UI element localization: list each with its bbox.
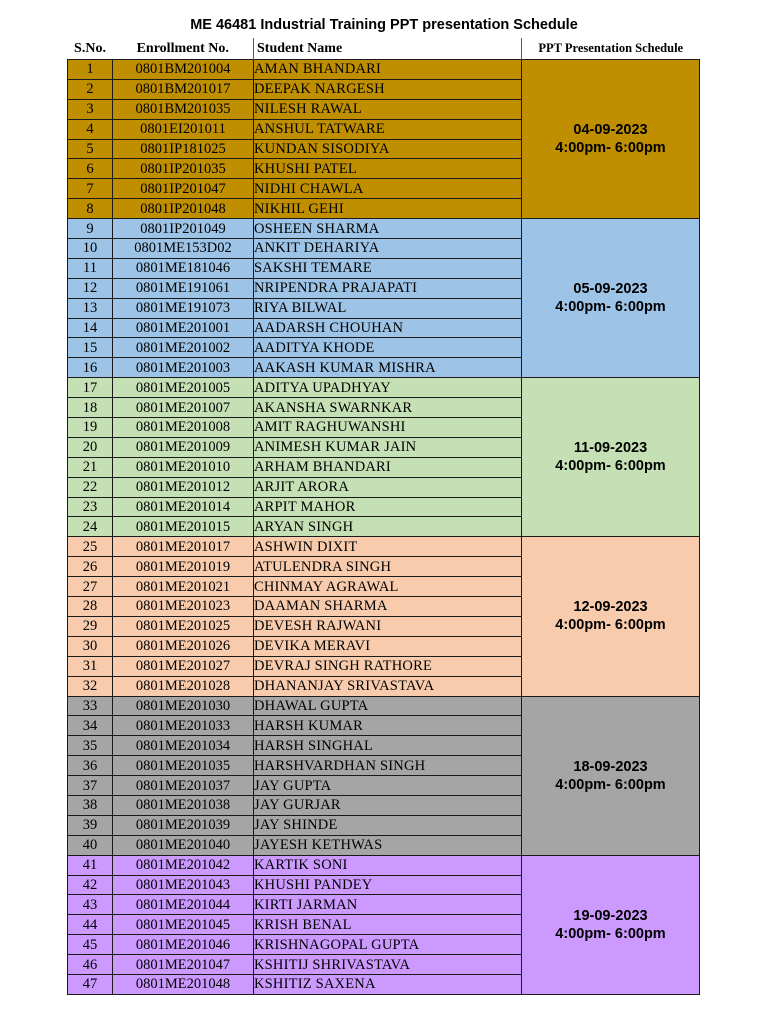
- schedule-date: 11-09-2023: [573, 440, 648, 457]
- student-name-cell: KHUSHI PATEL: [254, 159, 522, 179]
- enrollment-cell: 0801ME201009: [113, 437, 254, 457]
- schedule-time: 4:00pm- 6:00pm: [555, 925, 666, 942]
- header-enrollment: Enrollment No.: [136, 40, 229, 56]
- student-name-cell: RIYA BILWAL: [254, 298, 522, 318]
- serial-number-cell: 42: [68, 875, 113, 895]
- schedule-table: [67, 38, 700, 995]
- enrollment-cell: 0801ME201021: [113, 577, 254, 597]
- enrollment-cell: 0801ME181046: [113, 258, 254, 278]
- schedule-time: 4:00pm- 6:00pm: [555, 776, 666, 793]
- student-name-cell: DHANANJAY SRIVASTAVA: [254, 676, 522, 696]
- student-name-cell: DEVESH RAJWANI: [254, 616, 522, 636]
- serial-number-cell: 9: [68, 219, 113, 239]
- student-name-cell: AKANSHA SWARNKAR: [254, 398, 522, 418]
- student-name-cell: AADITYA KHODE: [254, 338, 522, 358]
- enrollment-cell: 0801ME201028: [113, 676, 254, 696]
- schedule-time: 4:00pm- 6:00pm: [555, 617, 666, 634]
- student-name-cell: HARSH SINGHAL: [254, 736, 522, 756]
- student-name-cell: HARSHVARDHAN SINGH: [254, 756, 522, 776]
- serial-number-cell: 12: [68, 278, 113, 298]
- serial-number-cell: 2: [68, 79, 113, 99]
- enrollment-cell: 0801ME201043: [113, 875, 254, 895]
- serial-number-cell: 5: [68, 139, 113, 159]
- enrollment-cell: 0801ME201002: [113, 338, 254, 358]
- serial-number-cell: 25: [68, 537, 113, 557]
- serial-number-cell: 23: [68, 497, 113, 517]
- enrollment-cell: 0801ME201042: [113, 855, 254, 875]
- enrollment-cell: 0801ME191073: [113, 298, 254, 318]
- serial-number-cell: 45: [68, 935, 113, 955]
- serial-number-cell: 22: [68, 477, 113, 497]
- student-name-cell: DEVRAJ SINGH RATHORE: [254, 656, 522, 676]
- schedule-time: 4:00pm- 6:00pm: [555, 458, 666, 475]
- serial-number-cell: 30: [68, 636, 113, 656]
- serial-number-cell: 37: [68, 776, 113, 796]
- serial-number-cell: 11: [68, 258, 113, 278]
- serial-number-cell: 17: [68, 378, 113, 398]
- enrollment-cell: 0801ME201047: [113, 955, 254, 975]
- serial-number-cell: 35: [68, 736, 113, 756]
- enrollment-cell: 0801BM201017: [113, 79, 254, 99]
- table-row: [68, 60, 700, 80]
- schedule-date: 18-09-2023: [573, 758, 648, 775]
- student-name-cell: ARHAM BHANDARI: [254, 457, 522, 477]
- serial-number-cell: 18: [68, 398, 113, 418]
- serial-number-cell: 44: [68, 915, 113, 935]
- student-name-cell: DHAWAL GUPTA: [254, 696, 522, 716]
- student-name-cell: OSHEEN SHARMA: [254, 219, 522, 239]
- enrollment-cell: 0801ME201033: [113, 716, 254, 736]
- serial-number-cell: 31: [68, 656, 113, 676]
- schedule-slot-cell: [522, 378, 700, 537]
- schedule-slot-cell: [522, 537, 700, 696]
- serial-number-cell: 32: [68, 676, 113, 696]
- enrollment-cell: 0801ME201007: [113, 398, 254, 418]
- serial-number-cell: 27: [68, 577, 113, 597]
- table-row: [68, 537, 700, 557]
- enrollment-cell: 0801ME201008: [113, 418, 254, 438]
- header-ppt-schedule: PPT Presentation Schedule: [522, 38, 700, 60]
- enrollment-cell: 0801ME201034: [113, 736, 254, 756]
- student-name-cell: JAY GURJAR: [254, 795, 522, 815]
- student-name-cell: ANSHUL TATWARE: [254, 119, 522, 139]
- student-name-cell: JAY GUPTA: [254, 776, 522, 796]
- student-name-cell: NIDHI CHAWLA: [254, 179, 522, 199]
- student-name-cell: ARPIT MAHOR: [254, 497, 522, 517]
- enrollment-cell: 0801ME153D02: [113, 239, 254, 259]
- enrollment-cell: 0801ME201045: [113, 915, 254, 935]
- enrollment-cell: 0801ME201003: [113, 358, 254, 378]
- serial-number-cell: 4: [68, 119, 113, 139]
- student-name-cell: AMAN BHANDARI: [254, 60, 522, 80]
- student-name-cell: ATULENDRA SINGH: [254, 557, 522, 577]
- enrollment-cell: 0801IP201048: [113, 199, 254, 219]
- schedule-time: 4:00pm- 6:00pm: [555, 140, 666, 157]
- enrollment-cell: 0801IP181025: [113, 139, 254, 159]
- serial-number-cell: 34: [68, 716, 113, 736]
- serial-number-cell: 38: [68, 795, 113, 815]
- serial-number-cell: 10: [68, 239, 113, 259]
- serial-number-cell: 41: [68, 855, 113, 875]
- student-name-cell: AAKASH KUMAR MISHRA: [254, 358, 522, 378]
- student-name-cell: NIKHIL GEHI: [254, 199, 522, 219]
- student-name-cell: KSHITIZ SAXENA: [254, 974, 522, 994]
- serial-number-cell: 24: [68, 517, 113, 537]
- table-row: [68, 696, 700, 716]
- student-name-cell: NILESH RAWAL: [254, 99, 522, 119]
- serial-number-cell: 20: [68, 437, 113, 457]
- student-name-cell: KIRTI JARMAN: [254, 895, 522, 915]
- student-name-cell: DAAMAN SHARMA: [254, 597, 522, 617]
- enrollment-cell: 0801ME201026: [113, 636, 254, 656]
- enrollment-cell: 0801ME191061: [113, 278, 254, 298]
- student-name-cell: DEVIKA MERAVI: [254, 636, 522, 656]
- enrollment-cell: 0801ME201023: [113, 597, 254, 617]
- student-name-cell: KUNDAN SISODIYA: [254, 139, 522, 159]
- enrollment-cell: 0801BM201004: [113, 60, 254, 80]
- enrollment-cell: 0801ME201010: [113, 457, 254, 477]
- enrollment-cell: 0801ME201039: [113, 815, 254, 835]
- serial-number-cell: 7: [68, 179, 113, 199]
- student-name-cell: KRISHNAGOPAL GUPTA: [254, 935, 522, 955]
- student-name-cell: KARTIK SONI: [254, 855, 522, 875]
- enrollment-cell: 0801ME201040: [113, 835, 254, 855]
- student-name-cell: HARSH KUMAR: [254, 716, 522, 736]
- enrollment-cell: 0801ME201037: [113, 776, 254, 796]
- enrollment-cell: 0801ME201025: [113, 616, 254, 636]
- student-name-cell: KSHITIJ SHRIVASTAVA: [254, 955, 522, 975]
- enrollment-cell: 0801ME201015: [113, 517, 254, 537]
- student-name-cell: DEEPAK NARGESH: [254, 79, 522, 99]
- student-name-cell: KHUSHI PANDEY: [254, 875, 522, 895]
- table-row: [68, 855, 700, 875]
- student-name-cell: KRISH BENAL: [254, 915, 522, 935]
- serial-number-cell: 13: [68, 298, 113, 318]
- serial-number-cell: 8: [68, 199, 113, 219]
- table-row: [68, 378, 700, 398]
- schedule-date: 05-09-2023: [573, 281, 648, 298]
- enrollment-cell: 0801ME201019: [113, 557, 254, 577]
- serial-number-cell: 33: [68, 696, 113, 716]
- enrollment-cell: 0801IP201047: [113, 179, 254, 199]
- student-name-cell: ADITYA UPADHYAY: [254, 378, 522, 398]
- student-name-cell: ARYAN SINGH: [254, 517, 522, 537]
- serial-number-cell: 29: [68, 616, 113, 636]
- enrollment-cell: 0801IP201035: [113, 159, 254, 179]
- serial-number-cell: 6: [68, 159, 113, 179]
- serial-number-cell: 36: [68, 756, 113, 776]
- student-name-cell: AMIT RAGHUWANSHI: [254, 418, 522, 438]
- serial-number-cell: 47: [68, 974, 113, 994]
- enrollment-cell: 0801ME201017: [113, 537, 254, 557]
- student-name-cell: ARJIT ARORA: [254, 477, 522, 497]
- schedule-slot-cell: [522, 696, 700, 855]
- student-name-cell: ANKIT DEHARIYA: [254, 239, 522, 259]
- schedule-slot-cell: [522, 60, 700, 219]
- schedule-date: 12-09-2023: [573, 599, 648, 616]
- enrollment-cell: 0801ME201038: [113, 795, 254, 815]
- serial-number-cell: 28: [68, 597, 113, 617]
- serial-number-cell: 40: [68, 835, 113, 855]
- student-name-cell: SAKSHI TEMARE: [254, 258, 522, 278]
- enrollment-cell: 0801ME201012: [113, 477, 254, 497]
- student-name-cell: JAYESH KETHWAS: [254, 835, 522, 855]
- serial-number-cell: 26: [68, 557, 113, 577]
- schedule-body: [68, 60, 700, 995]
- enrollment-cell: 0801ME201014: [113, 497, 254, 517]
- header-row: [68, 38, 700, 60]
- enrollment-cell: 0801ME201035: [113, 756, 254, 776]
- header-student-name: Student Name: [254, 38, 522, 60]
- page-title: ME 46481 Industrial Training PPT presentation Schedule: [190, 17, 578, 33]
- enrollment-cell: 0801ME201005: [113, 378, 254, 398]
- enrollment-cell: 0801EI201011: [113, 119, 254, 139]
- schedule-slot-cell: [522, 219, 700, 378]
- serial-number-cell: 46: [68, 955, 113, 975]
- enrollment-cell: 0801ME201044: [113, 895, 254, 915]
- serial-number-cell: 1: [68, 60, 113, 80]
- enrollment-cell: 0801ME201030: [113, 696, 254, 716]
- schedule-time: 4:00pm- 6:00pm: [555, 299, 666, 316]
- student-name-cell: AADARSH CHOUHAN: [254, 318, 522, 338]
- serial-number-cell: 15: [68, 338, 113, 358]
- enrollment-cell: 0801ME201046: [113, 935, 254, 955]
- serial-number-cell: 21: [68, 457, 113, 477]
- serial-number-cell: 39: [68, 815, 113, 835]
- serial-number-cell: 43: [68, 895, 113, 915]
- schedule-slot-cell: [522, 855, 700, 994]
- student-name-cell: ASHWIN DIXIT: [254, 537, 522, 557]
- student-name-cell: JAY SHINDE: [254, 815, 522, 835]
- serial-number-cell: 3: [68, 99, 113, 119]
- table-row: [68, 219, 700, 239]
- enrollment-cell: 0801BM201035: [113, 99, 254, 119]
- enrollment-cell: 0801ME201001: [113, 318, 254, 338]
- header-sno: S.No.: [74, 40, 106, 56]
- enrollment-cell: 0801ME201027: [113, 656, 254, 676]
- schedule-date: 04-09-2023: [573, 122, 648, 139]
- student-name-cell: CHINMAY AGRAWAL: [254, 577, 522, 597]
- enrollment-cell: 0801IP201049: [113, 219, 254, 239]
- student-name-cell: NRIPENDRA PRAJAPATI: [254, 278, 522, 298]
- enrollment-cell: 0801ME201048: [113, 974, 254, 994]
- serial-number-cell: 14: [68, 318, 113, 338]
- schedule-date: 19-09-2023: [573, 907, 648, 924]
- student-name-cell: ANIMESH KUMAR JAIN: [254, 437, 522, 457]
- serial-number-cell: 19: [68, 418, 113, 438]
- serial-number-cell: 16: [68, 358, 113, 378]
